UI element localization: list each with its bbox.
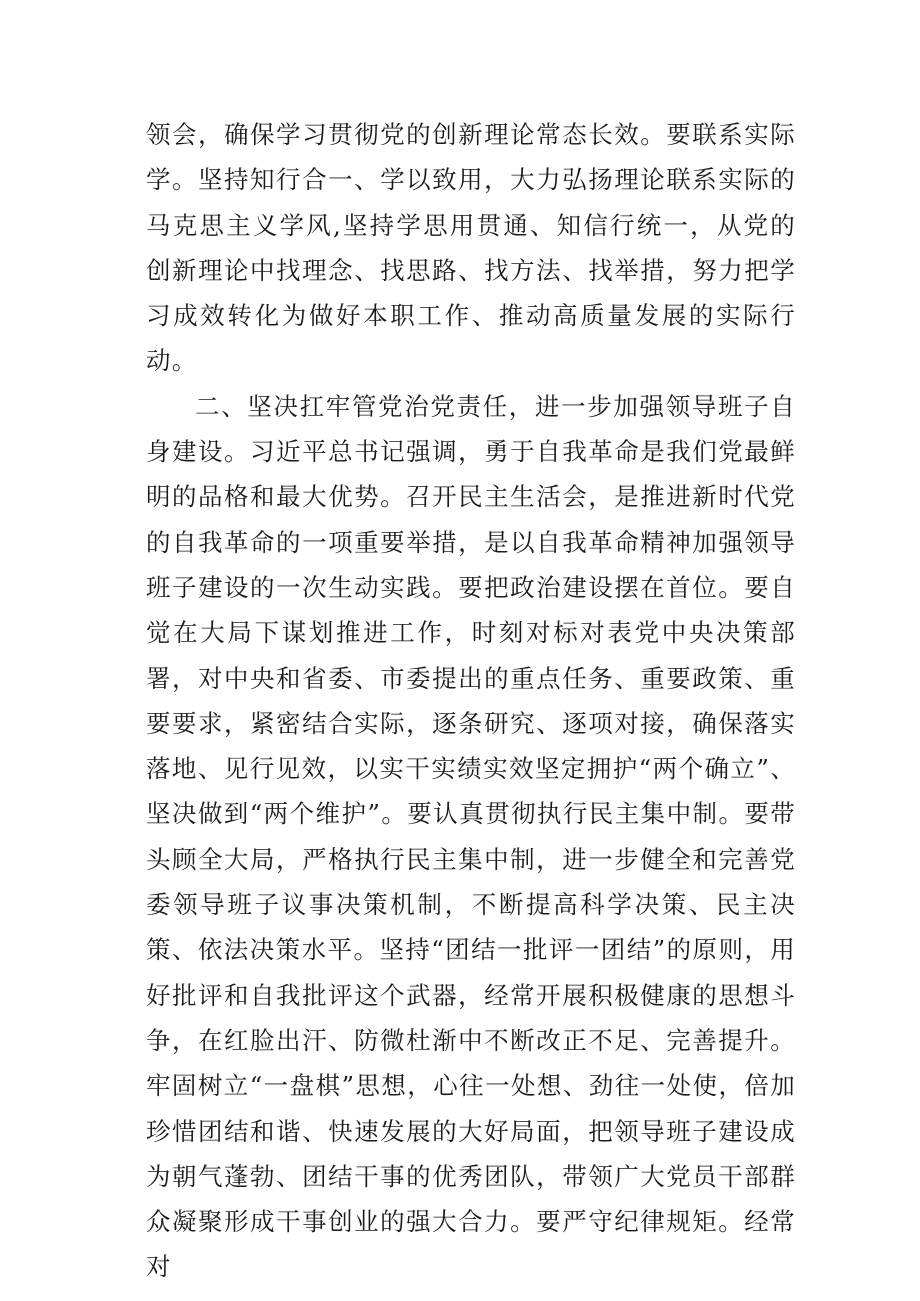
- document-body: [146, 112, 796, 1290]
- paragraph-continuation: 领会，确保学习贯彻党的创新理论常态长效。要联系实际学。坚持知行合一、学以致用，大力弘扬理论联系实际的马克思主义学风,坚持学思用贯通、知信行统一，从党的创新理论中找理念、找思路、找方法、找举措，努力把学习成效转化为做好本职工作、推动高质量发展的实际行动。: [146, 120, 796, 376]
- paragraph-section-two: 二、坚决扛牢管党治党责任，进一步加强领导班子自身建设。习近平总书记强调，勇于自我革命是我们党最鲜明的品格和最大优势。召开民主生活会，是推进新时代党的自我革命的一项重要举措，是以自我革命精神加强领导班子建设的一次生动实践。要把政治建设摆在首位。要自觉在大局下谋划推进工作，时刻对标对表党中央决策部署，对中央和省委、市委提出的重点任务、重要政策、重要要求，紧密结合实际，逐条研究、逐项对接，确保落实落地、见行见效，以实干实绩实效坚定拥护“两个确立”、坚决做到“两个维护”。要认真贯彻执行民主集中制。要带头顾全大局，严格执行民主集中制，进一步健全和完善党委领导班子议事决策机制，不断提高科学决策、民主决策、依法决策水平。坚持“团结一批评一团结”的原则，用好批评和自我批评这个武器，经常开展积极健康的思想斗争，在红脸出汗、防微杜渐中不断改正不足、完善提升。牢固树立“一盘棋”思想，心往一处想、劲往一处使，倍加珍惜团结和谐、快速发展的大好局面，把领导班子建设成为朝气蓬勃、团结干事的优秀团队，带领广大党员干部群众凝聚形成干事创业的强大合力。要严守纪律规矩。经常对: [146, 391, 796, 1282]
